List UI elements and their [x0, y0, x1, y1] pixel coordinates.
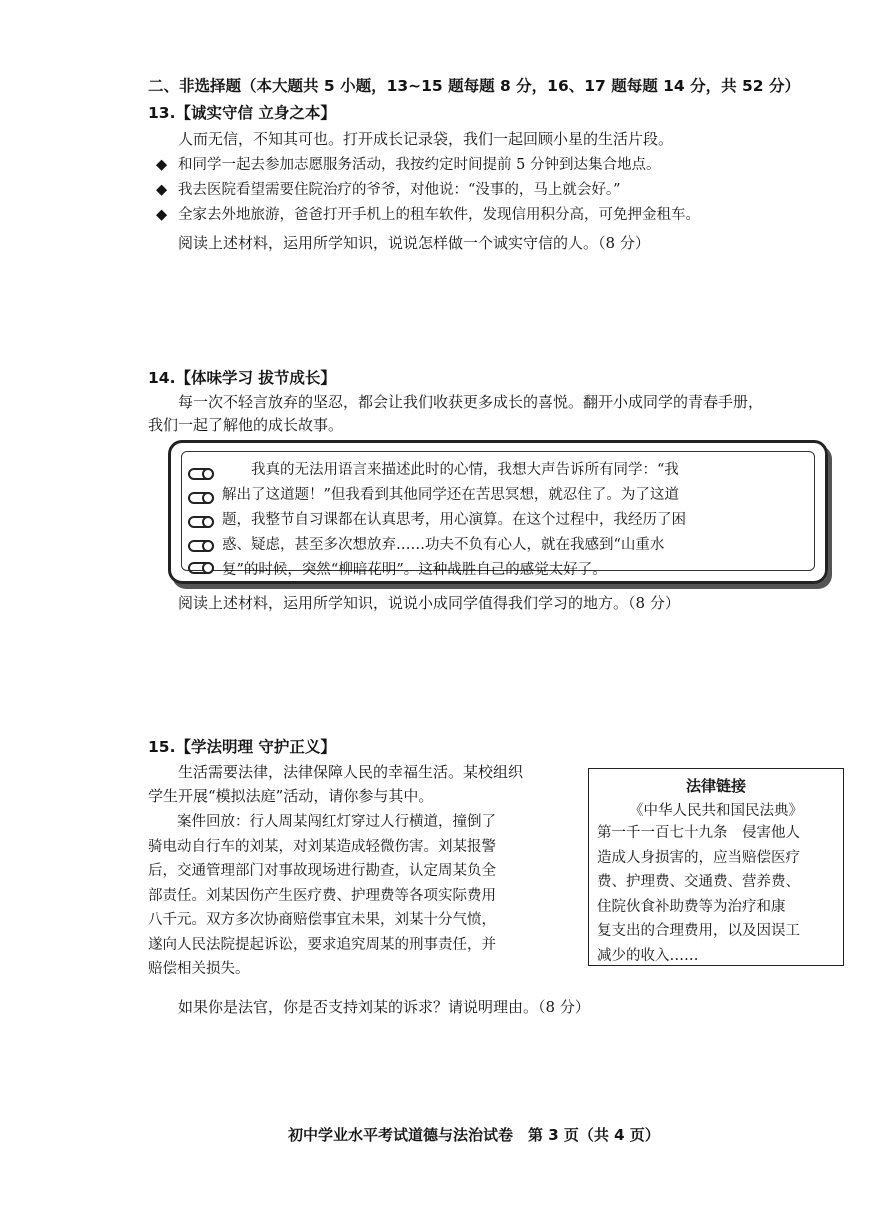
- q14-intro-line1: 每一次不轻言放弃的坚忍，都会让我们收获更多成长的喜悦。翻开小成同学的青春手册，: [178, 393, 764, 411]
- case-line: 遂向人民法院提起诉讼，要求追究周某的刑事责任，并: [148, 936, 496, 953]
- diamond-bullet-icon: ◆: [156, 182, 168, 198]
- law-line: 费、护理费、交通费、营养费、: [597, 874, 800, 890]
- law-line: 第一千一百七十九条 侵害他人: [597, 825, 800, 841]
- case-line: 案件回放：行人周某闯红灯穿过人行横道，撞倒了: [148, 814, 496, 830]
- spiral-ring-icon: [188, 516, 214, 528]
- notebook-page: [181, 451, 815, 578]
- notebook-line: 解出了这道题！”但我看到其他同学还在苦思冥想，就忍住了。为了这道: [222, 487, 679, 503]
- notebook-line: 题，我整节自习课都在认真思考，用心演算。在这个过程中，我经历了困: [222, 512, 686, 528]
- q14-question: 阅读上述材料，运用所学知识，说说小成同学值得我们学习的地方。（8 分）: [178, 594, 680, 612]
- notebook-line: 惑、疑虑，甚至多次想放弃……功夫不负有心人，就在我感到“山重水: [222, 537, 665, 553]
- notebook-line: 复”的时候，突然“柳暗花明”。这种战胜自己的感觉太好了。: [222, 562, 607, 578]
- law-box-body: [597, 821, 837, 968]
- notebook-box: [168, 440, 828, 584]
- case-review: [148, 810, 578, 982]
- spiral-ring-icon: [188, 492, 214, 504]
- spiral-ring-icon: [188, 562, 214, 574]
- q13-question: 阅读上述材料，运用所学知识，说说怎样做一个诚实守信的人。（8 分）: [178, 234, 650, 252]
- q15-question: 如果你是法官，你是否支持刘某的诉求？请说明理由。（8 分）: [178, 998, 590, 1016]
- case-line: 后，交通管理部门对事故现场进行勘查，认定周某负全: [148, 863, 496, 879]
- notebook-line: 我真的无法用语言来描述此时的心情，我想大声告诉所有同学：“我: [222, 462, 679, 478]
- q15-intro-line1: 生活需要法律，法律保障人民的幸福生活。某校组织: [178, 763, 524, 781]
- law-line: 住院伙食补助费等为治疗和康: [597, 898, 786, 915]
- case-line: 八千元。双方多次协商赔偿事宜未果，刘某十分气愤，: [148, 912, 496, 928]
- q14-intro-line2: 我们一起了解他的成长故事。: [148, 416, 344, 434]
- q13-bullet-3: ◆ 全家去外地旅游，爸爸打开手机上的租车软件，发现信用积分高，可免押金租车。: [156, 207, 700, 223]
- q13-bullet-1: ◆ 和同学一起去参加志愿服务活动，我按约定时间提前 5 分钟到达集合地点。: [156, 157, 661, 173]
- q13-bullet-2: ◆ 我去医院看望需要住院治疗的爷爷，对他说：“没事的，马上就会好。”: [156, 182, 621, 198]
- case-line: 赔偿相关损失。: [148, 961, 250, 977]
- page-footer: 初中学业水平考试道德与法治试卷 第 3 页（共 4 页）: [288, 1126, 660, 1144]
- q13-intro: 人而无信，不知其可也。打开成长记录袋，我们一起回顾小星的生活片段。: [178, 130, 674, 148]
- case-line: 骑电动自行车的刘某，对刘某造成轻微伤害。刘某报警: [148, 838, 496, 855]
- spiral-ring-icon: [188, 468, 214, 480]
- q14-title: 14.【体味学习 拔节成长】: [148, 369, 336, 387]
- law-link-box: [588, 768, 844, 966]
- section-header: 二、非选择题（本大题共 5 小题，13~15 题每题 8 分，16、17 题每题 14 分，共 52 分）: [148, 77, 800, 95]
- law-line: 减少的收入……: [597, 947, 699, 964]
- diamond-bullet-icon: ◆: [156, 157, 168, 173]
- q15-intro-line2: 学生开展“模拟法庭”活动，请你参与其中。: [148, 787, 434, 805]
- case-line: 部责任。刘某因伤产生医疗费、护理费等各项实际费用: [148, 887, 496, 904]
- law-line: 复支出的合理费用，以及因误工: [597, 923, 800, 939]
- law-box-subtitle: 《中华人民共和国民法典》: [629, 803, 803, 819]
- spiral-ring-icon: [188, 540, 214, 552]
- q13-title: 13.【诚实守信 立身之本】: [148, 104, 336, 122]
- q15-title: 15.【学法明理 守护正义】: [148, 738, 336, 756]
- diamond-bullet-icon: ◆: [156, 207, 168, 223]
- law-box-title: 法律链接: [685, 777, 746, 795]
- law-line: 造成人身损害的，应当赔偿医疗: [597, 849, 800, 866]
- notebook-text: [222, 458, 802, 583]
